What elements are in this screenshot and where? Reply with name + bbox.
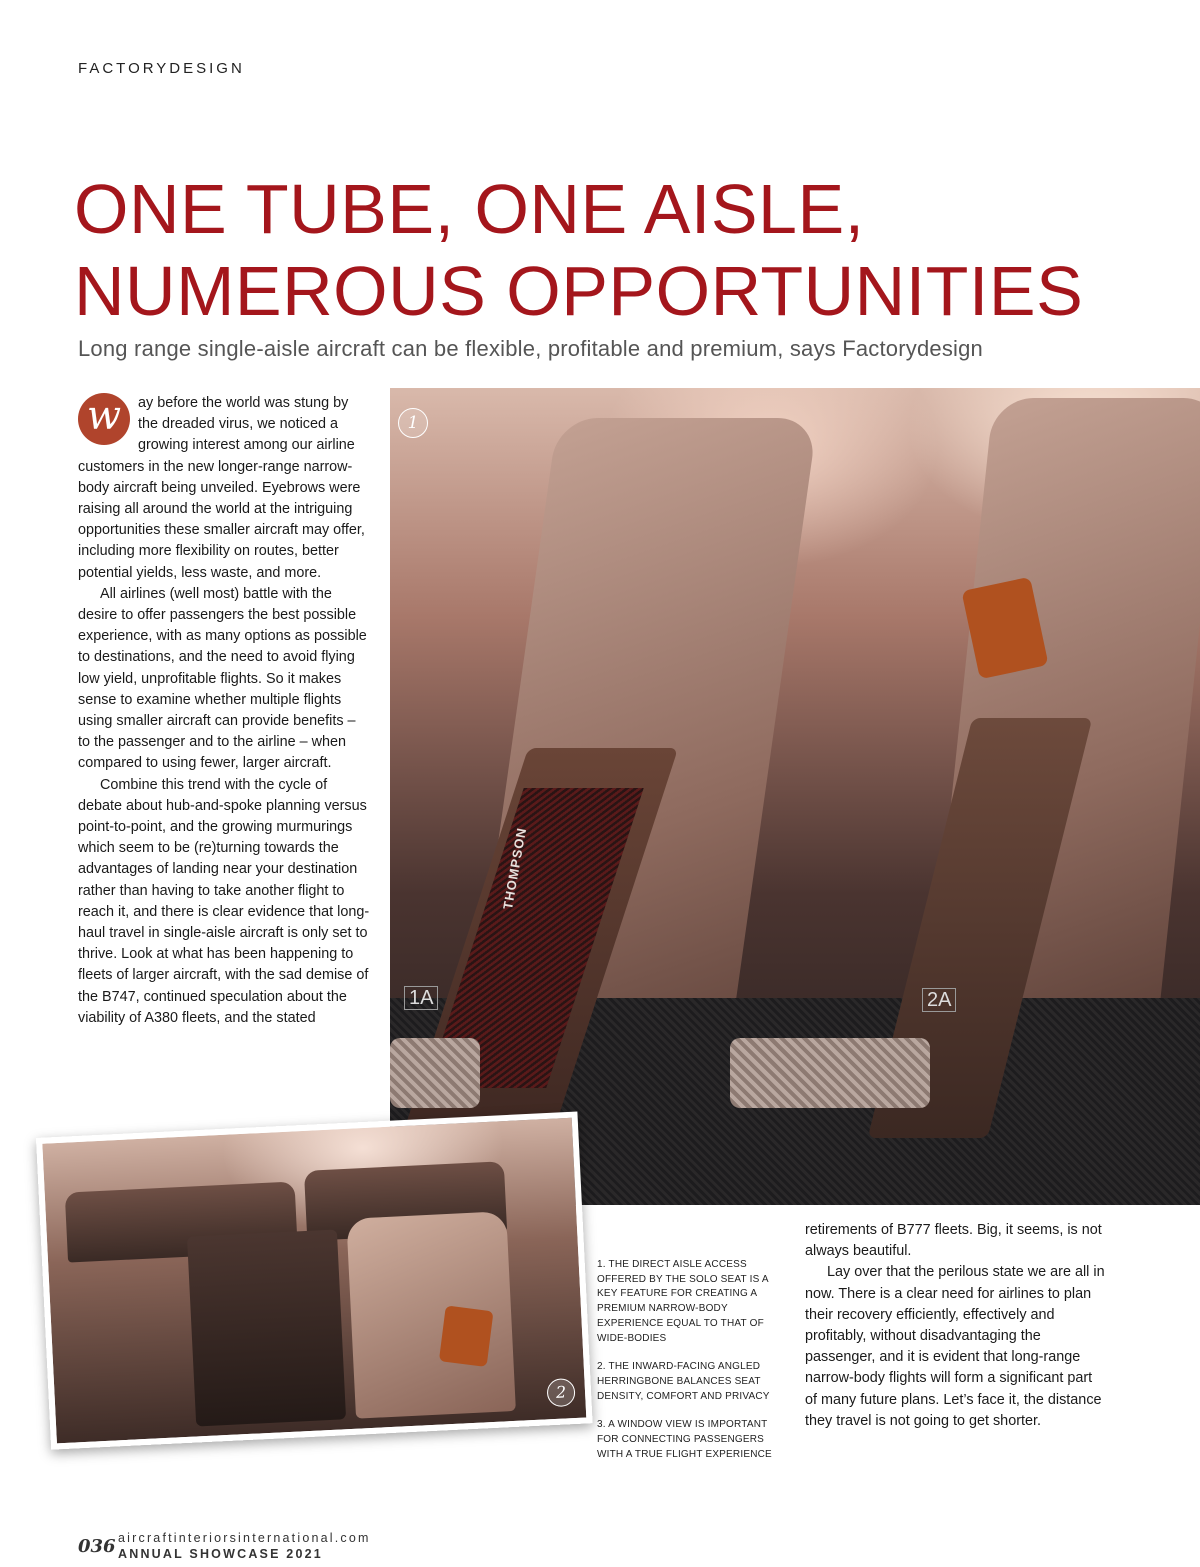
article-standfirst: Long range single-aisle aircraft can be flexible, profitable and premium, says Factorydesign (78, 336, 983, 361)
drop-cap: w (78, 393, 130, 445)
brand-logo-text: THOMPSON (500, 826, 530, 911)
photo-number-badge: 1 (398, 408, 428, 438)
body-paragraph: Lay over that the perilous state we are all in now. There is a clear need for airlines to plan their recovery efficiently, effectively and profitably, without disadvantaging the passenger, and it is evident that long-range narrow-body flights will form a significant part of many future plans. Let’s face it, the distance they travel is not going to get shorter. (805, 1264, 1105, 1429)
pillow-shape (439, 1305, 494, 1367)
caption: 2. THE INWARD-FACING ANGLED HERRINGBONE BALANCES SEAT DENSITY, COMFORT AND PRIVACY (597, 1361, 770, 1402)
photo-herringbone-cabin (36, 1112, 593, 1450)
footer-issue: ANNUAL SHOWCASE 2021 (118, 1547, 323, 1561)
body-paragraph: ay before the world was stung by the dreaded virus, we noticed a growing interest among our airline customers in the new longer-range narrow-body aircraft being unveiled. Eyebrows were raising all around the world at the intriguing opportunities these smaller aircraft may offer, including more flexibility on routes, better potential yields, less waste, and more. (78, 395, 365, 581)
photo-number-badge: 2 (546, 1378, 575, 1407)
body-paragraph: Combine this trend with the cycle of debate about hub-and-spoke planning versus point-to-point, and the growing murmurings which seem to be (re)turning towards the advantages of landing near your destination rather than having to take another flight to reach it, and there is clear evidence that long-haul travel in single-aisle aircraft is only set to thrive. Look at what has been happening to fleets of larger aircraft, with the sad demise of the B747, continued speculation about the viability of A380 fleets, and the stated (78, 776, 370, 1026)
privacy-divider-shape (187, 1229, 346, 1426)
caption: 3. A WINDOW VIEW IS IMPORTANT FOR CONNECTING PASSENGERS WITH A TRUE FLIGHT EXPERIENCE (597, 1419, 772, 1460)
body-paragraph: All airlines (well most) battle with the desire to offer passengers the best possible experience, with as many options as possible to destinations, and the need to avoid flying low yield, unprofitable flights. So it makes sense to examine whether multiple flights using smaller aircraft can provide benefits – to the passenger and to the airline – when compared to using fewer, larger aircraft. (78, 585, 367, 772)
photo-solo-seats (390, 388, 1200, 1205)
article-headline (74, 168, 1174, 332)
footrest-shape (730, 1038, 930, 1108)
body-column-right (805, 1220, 1105, 1432)
seat-number-label: 2A (922, 988, 956, 1012)
section-kicker: FACTORYDESIGN (78, 60, 245, 77)
seat-number-label: 1A (404, 986, 438, 1010)
photo-captions (597, 1258, 777, 1476)
footer-website: aircraftinteriorsinternational.com (118, 1531, 371, 1545)
body-paragraph: retirements of B777 fleets. Big, it seems, is not always beautiful. (805, 1222, 1102, 1260)
page-number: 036 (78, 1536, 116, 1557)
caption: 1. THE DIRECT AISLE ACCESS OFFERED BY THE SOLO SEAT IS A KEY FEATURE FOR CREATING A PREMIUM NARROW-BODY EXPERIENCE EQUAL TO THAT OF WIDE-BODIES (597, 1259, 769, 1344)
footrest-shape (390, 1038, 480, 1108)
body-column-left (78, 393, 370, 1029)
headline-line-2: NUMEROUS OPPORTUNITIES (74, 252, 1084, 330)
headline-line-1: ONE TUBE, ONE AISLE, (74, 170, 865, 248)
